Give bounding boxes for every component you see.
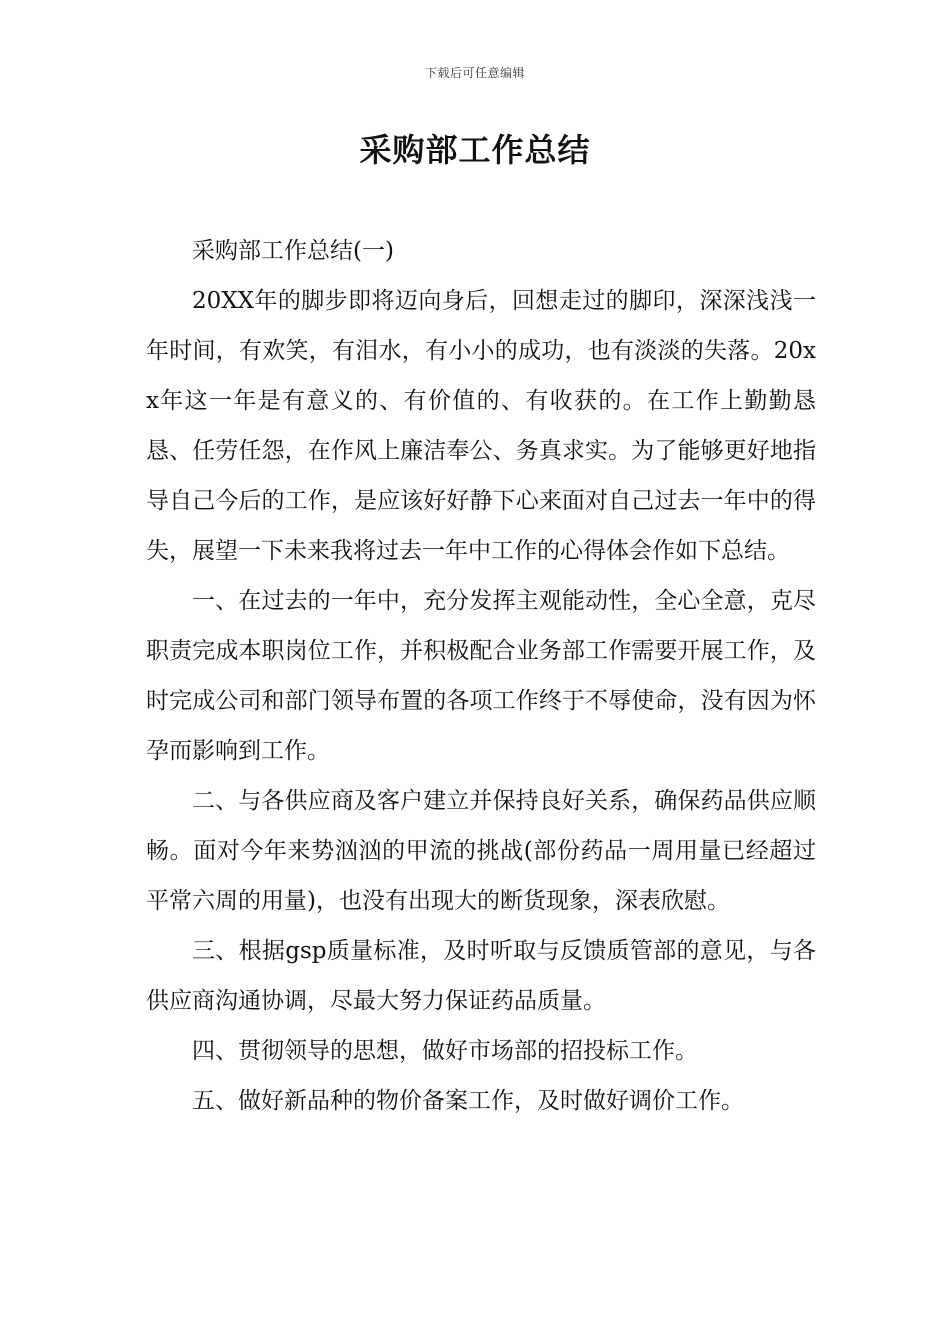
section-heading: 采购部工作总结(一) (192, 238, 394, 264)
paragraph-item-4: 四、贯彻领导的思想，做好市场部的招投标工作。 (192, 1038, 698, 1064)
paragraph-item-2: 二、与各供应商及客户建立并保持良好关系，确保药品供应顺畅。面对今年来势汹汹的甲流的挑战(部份药品一周用量已经超过平常六周的用量)，也没有出现大的断货现象，深表欣慰。 (146, 788, 816, 914)
paragraph-intro: 20XX年的脚步即将迈向身后，回想走过的脚印，深深浅浅一年时间，有欢笑，有泪水，有小小的成功，也有淡淡的失落。20xx年这一年是有意义的、有价值的、有收获的。在工作上勤勤恳恳、任劳任怨，在作风上廉洁奉公、务真求实。为了能够更好地指导自己今后的工作，是应该好好静下心来面对自己过去一年中的得失，展望一下未来我将过去一年中工作的心得体会作如下总结。 (146, 288, 816, 564)
paragraph-item-3: 三、根据gsp质量标准，及时听取与反馈质管部的意见，与各供应商沟通协调，尽最大努力保证药品质量。 (146, 938, 816, 1014)
document-body (146, 226, 816, 1126)
paragraph-item-5: 五、做好新品种的物价备案工作，及时做好调价工作。 (192, 1088, 744, 1114)
header-note: 下载后可任意编辑 (424, 66, 525, 80)
document-title: 采购部工作总结 (359, 131, 591, 169)
paragraph-item-1: 一、在过去的一年中，充分发挥主观能动性，全心全意，克尽职责完成本职岗位工作，并积极配合业务部工作需要开展工作，及时完成公司和部门领导布置的各项工作终于不辱使命，没有因为怀孕而影响到工作。 (146, 588, 816, 764)
